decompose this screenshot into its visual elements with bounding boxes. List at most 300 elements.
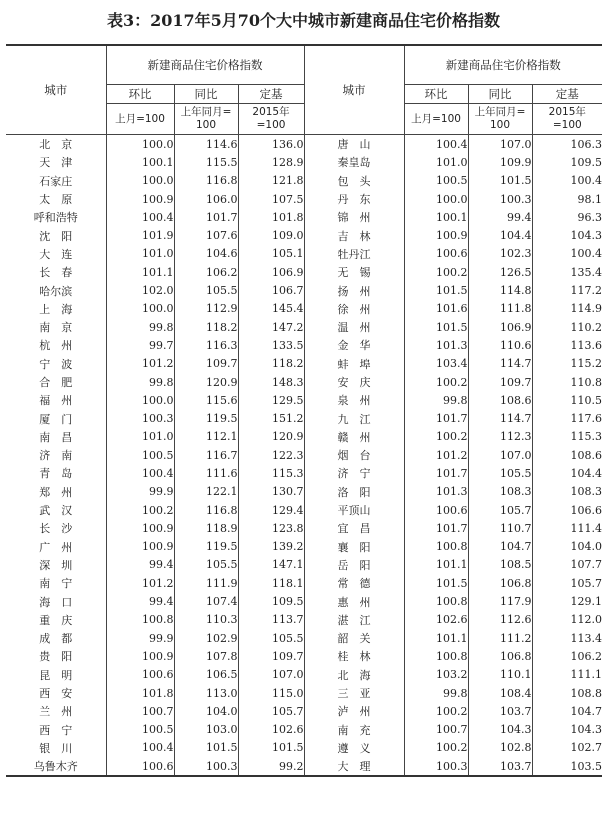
right-mom-cell: 100.2 bbox=[404, 428, 468, 446]
left-mom-cell: 100.5 bbox=[106, 721, 174, 739]
table-row bbox=[6, 190, 602, 208]
right-fixed-cell: 113.6 bbox=[532, 336, 602, 354]
left-city-cell: 呼和浩特 bbox=[33, 211, 78, 225]
right-mom-cell: 100.8 bbox=[404, 647, 468, 665]
right-city-cell: 三 亚 bbox=[304, 684, 404, 702]
left-mom-cell: 99.8 bbox=[106, 318, 174, 336]
left-yoy-cell: 102.9 bbox=[174, 629, 238, 647]
left-fixed-cell: 109.0 bbox=[238, 226, 304, 244]
left-mom-cell: 100.9 bbox=[106, 538, 174, 556]
right-city-cell: 泸 州 bbox=[304, 702, 404, 720]
right-yoy-cell: 105.7 bbox=[468, 501, 532, 519]
left-city-cell: 广 州 bbox=[39, 540, 73, 554]
left-city-cell: 乌鲁木齐 bbox=[6, 757, 106, 776]
right-yoy-cell: 106.8 bbox=[468, 647, 532, 665]
right-mom-cell: 101.5 bbox=[404, 281, 468, 299]
left-yoy-cell: 114.6 bbox=[174, 135, 238, 154]
right-yoy-cell: 106.8 bbox=[468, 574, 532, 592]
left-mom-cell: 101.8 bbox=[106, 684, 174, 702]
right-mom-cell: 100.4 bbox=[404, 135, 468, 154]
left-mom-cell: 100.0 bbox=[106, 135, 174, 154]
right-mom-cell: 100.5 bbox=[404, 172, 468, 190]
right-mom-cell: 101.3 bbox=[404, 336, 468, 354]
left-city-cell: 太 原 bbox=[39, 193, 73, 207]
left-fixed-cell: 129.4 bbox=[238, 501, 304, 519]
left-mom-cell: 100.0 bbox=[106, 172, 174, 190]
left-yoy-cell: 110.3 bbox=[174, 611, 238, 629]
right-yoy-header: 同比 bbox=[468, 85, 532, 104]
left-yoy-cell: 112.1 bbox=[174, 428, 238, 446]
left-fixed-cell: 99.2 bbox=[238, 757, 304, 776]
right-yoy-cell: 99.4 bbox=[468, 208, 532, 226]
left-mom-cell: 101.0 bbox=[106, 428, 174, 446]
left-fixed-cell: 129.5 bbox=[238, 391, 304, 409]
table-row bbox=[6, 684, 602, 702]
right-yoy-cell: 104.3 bbox=[468, 721, 532, 739]
right-fixed-cell: 105.7 bbox=[532, 574, 602, 592]
left-city-cell: 长 春 bbox=[39, 266, 73, 280]
right-mom-cell: 100.3 bbox=[404, 757, 468, 776]
right-city-cell: 唐 山 bbox=[304, 135, 404, 154]
table-row bbox=[6, 757, 602, 776]
left-fixed-cell: 105.7 bbox=[238, 702, 304, 720]
left-fixed-cell: 101.5 bbox=[238, 739, 304, 757]
left-yoy-cell: 109.7 bbox=[174, 355, 238, 373]
left-mom-cell: 100.1 bbox=[106, 153, 174, 171]
right-city-cell: 遵 义 bbox=[304, 739, 404, 757]
left-fixed-base bbox=[238, 104, 304, 135]
table-row bbox=[6, 702, 602, 720]
right-yoy-cell: 103.7 bbox=[468, 702, 532, 720]
right-yoy-cell: 126.5 bbox=[468, 263, 532, 281]
table-row bbox=[6, 373, 602, 391]
table-row bbox=[6, 355, 602, 373]
left-mom-cell: 100.3 bbox=[106, 409, 174, 427]
left-city-cell: 厦 门 bbox=[39, 412, 73, 426]
right-fixed-cell: 108.3 bbox=[532, 483, 602, 501]
left-yoy-cell: 107.8 bbox=[174, 647, 238, 665]
left-yoy-cell: 100.3 bbox=[174, 757, 238, 776]
right-city-cell: 常 德 bbox=[304, 574, 404, 592]
left-mom-cell: 99.4 bbox=[106, 556, 174, 574]
left-city-cell: 银 川 bbox=[39, 741, 73, 755]
table-row bbox=[6, 739, 602, 757]
left-city-cell: 贵 阳 bbox=[39, 650, 73, 664]
table-row bbox=[6, 153, 602, 171]
right-fixed-cell: 100.4 bbox=[532, 172, 602, 190]
left-yoy-cell: 113.0 bbox=[174, 684, 238, 702]
left-mom-cell: 100.4 bbox=[106, 739, 174, 757]
right-fixed-cell: 106.6 bbox=[532, 501, 602, 519]
right-mom-cell: 101.1 bbox=[404, 629, 468, 647]
right-city-cell: 北 海 bbox=[304, 666, 404, 684]
right-mom-cell: 100.8 bbox=[404, 538, 468, 556]
right-yoy-base-line1: 上年同月= bbox=[474, 106, 526, 118]
left-fixed-cell: 139.2 bbox=[238, 538, 304, 556]
left-yoy-cell: 103.0 bbox=[174, 721, 238, 739]
table-row bbox=[6, 409, 602, 427]
right-fixed-cell: 109.5 bbox=[532, 153, 602, 171]
left-city-cell: 西 安 bbox=[39, 687, 73, 701]
right-mom-cell: 101.0 bbox=[404, 153, 468, 171]
left-yoy-cell: 112.9 bbox=[174, 300, 238, 318]
left-mom-cell: 100.6 bbox=[106, 757, 174, 776]
left-fixed-cell: 128.9 bbox=[238, 153, 304, 171]
left-yoy-base bbox=[174, 104, 238, 135]
table-row bbox=[6, 519, 602, 537]
right-mom-cell: 101.6 bbox=[404, 300, 468, 318]
right-fixed-cell: 113.4 bbox=[532, 629, 602, 647]
right-mom-cell: 101.7 bbox=[404, 464, 468, 482]
table-row bbox=[6, 611, 602, 629]
left-yoy-cell: 107.4 bbox=[174, 592, 238, 610]
left-mom-cell: 101.9 bbox=[106, 226, 174, 244]
right-city-cell: 安 庆 bbox=[304, 373, 404, 391]
right-fixed-cell: 107.7 bbox=[532, 556, 602, 574]
right-fixed-cell: 104.4 bbox=[532, 464, 602, 482]
left-yoy-cell: 104.6 bbox=[174, 245, 238, 263]
left-yoy-cell: 120.9 bbox=[174, 373, 238, 391]
table-row bbox=[6, 464, 602, 482]
table-row bbox=[6, 538, 602, 556]
right-fixed-cell: 112.0 bbox=[532, 611, 602, 629]
left-mom-cell: 100.0 bbox=[106, 300, 174, 318]
left-fixed-cell: 109.5 bbox=[238, 592, 304, 610]
left-mom-cell: 101.2 bbox=[106, 355, 174, 373]
table-row bbox=[6, 172, 602, 190]
right-city-cell: 丹 东 bbox=[304, 190, 404, 208]
right-mom-cell: 101.3 bbox=[404, 483, 468, 501]
left-mom-cell: 100.4 bbox=[106, 464, 174, 482]
left-mom-header: 环比 bbox=[106, 85, 174, 104]
right-mom-cell: 100.6 bbox=[404, 501, 468, 519]
right-fixed-cell: 104.3 bbox=[532, 721, 602, 739]
table-row bbox=[6, 208, 602, 226]
right-yoy-cell: 112.3 bbox=[468, 428, 532, 446]
right-fixed-cell: 110.8 bbox=[532, 373, 602, 391]
right-city-cell: 烟 台 bbox=[304, 446, 404, 464]
left-yoy-cell: 106.2 bbox=[174, 263, 238, 281]
right-city-cell: 温 州 bbox=[304, 318, 404, 336]
right-city-cell: 蚌 埠 bbox=[304, 355, 404, 373]
left-yoy-cell: 115.6 bbox=[174, 391, 238, 409]
right-yoy-cell: 101.5 bbox=[468, 172, 532, 190]
left-yoy-cell: 107.6 bbox=[174, 226, 238, 244]
left-fixed-cell: 118.2 bbox=[238, 355, 304, 373]
table-row bbox=[6, 281, 602, 299]
left-mom-cell: 99.9 bbox=[106, 483, 174, 501]
right-city-cell: 牡丹江 bbox=[304, 245, 404, 263]
left-city-cell: 哈尔滨 bbox=[39, 284, 73, 298]
table-row bbox=[6, 300, 602, 318]
left-mom-cell: 99.9 bbox=[106, 629, 174, 647]
right-fixed-cell: 135.4 bbox=[532, 263, 602, 281]
left-mom-cell: 100.7 bbox=[106, 702, 174, 720]
left-fixed-cell: 130.7 bbox=[238, 483, 304, 501]
table-row bbox=[6, 647, 602, 665]
left-fixed-cell: 106.9 bbox=[238, 263, 304, 281]
right-fixed-cell: 115.3 bbox=[532, 428, 602, 446]
right-fixed-base bbox=[532, 104, 602, 135]
right-mom-cell: 100.2 bbox=[404, 373, 468, 391]
right-yoy-cell: 112.6 bbox=[468, 611, 532, 629]
left-fixed-cell: 107.0 bbox=[238, 666, 304, 684]
right-yoy-base bbox=[468, 104, 532, 135]
right-fixed-base-line2: =100 bbox=[552, 119, 582, 131]
right-city-cell: 宜 昌 bbox=[304, 519, 404, 537]
right-fixed-cell: 104.7 bbox=[532, 702, 602, 720]
price-index-table bbox=[6, 44, 602, 777]
left-city-cell: 上 海 bbox=[39, 302, 73, 316]
right-yoy-cell: 114.7 bbox=[468, 409, 532, 427]
left-mom-cell: 99.4 bbox=[106, 592, 174, 610]
table-row bbox=[6, 556, 602, 574]
left-fixed-cell: 105.5 bbox=[238, 629, 304, 647]
left-mom-cell: 100.9 bbox=[106, 647, 174, 665]
right-yoy-cell: 102.3 bbox=[468, 245, 532, 263]
left-yoy-cell: 106.5 bbox=[174, 666, 238, 684]
table-row bbox=[6, 318, 602, 336]
left-yoy-cell: 118.9 bbox=[174, 519, 238, 537]
right-city-cell: 徐 州 bbox=[304, 300, 404, 318]
right-group-header: 新建商品住宅价格指数 bbox=[404, 45, 602, 85]
left-yoy-cell: 118.2 bbox=[174, 318, 238, 336]
left-yoy-cell: 122.1 bbox=[174, 483, 238, 501]
left-yoy-cell: 119.5 bbox=[174, 409, 238, 427]
right-mom-cell: 99.8 bbox=[404, 391, 468, 409]
left-yoy-cell: 105.5 bbox=[174, 281, 238, 299]
left-yoy-header: 同比 bbox=[174, 85, 238, 104]
right-city-cell: 金 华 bbox=[304, 336, 404, 354]
right-city-header: 城市 bbox=[304, 45, 404, 135]
left-city-cell: 昆 明 bbox=[39, 668, 73, 682]
right-fixed-cell: 104.3 bbox=[532, 226, 602, 244]
table-row bbox=[6, 629, 602, 647]
left-yoy-cell: 116.8 bbox=[174, 172, 238, 190]
right-fixed-base-line1: 2015年 bbox=[548, 106, 586, 118]
right-mom-cell: 103.4 bbox=[404, 355, 468, 373]
right-yoy-base-line2: 100 bbox=[490, 119, 511, 131]
right-city-cell: 大 理 bbox=[304, 757, 404, 776]
left-city-cell: 福 州 bbox=[39, 394, 73, 408]
right-mom-cell: 100.0 bbox=[404, 190, 468, 208]
right-mom-cell: 101.5 bbox=[404, 574, 468, 592]
left-city-cell: 天 津 bbox=[39, 156, 73, 170]
right-yoy-cell: 102.8 bbox=[468, 739, 532, 757]
right-city-cell: 湛 江 bbox=[304, 611, 404, 629]
left-fixed-cell: 145.4 bbox=[238, 300, 304, 318]
left-yoy-cell: 116.8 bbox=[174, 501, 238, 519]
right-fixed-cell: 103.5 bbox=[532, 757, 602, 776]
right-mom-cell: 99.8 bbox=[404, 684, 468, 702]
left-mom-cell: 100.9 bbox=[106, 519, 174, 537]
right-fixed-cell: 100.4 bbox=[532, 245, 602, 263]
right-yoy-cell: 110.7 bbox=[468, 519, 532, 537]
right-fixed-header: 定基 bbox=[532, 85, 602, 104]
right-fixed-cell: 104.0 bbox=[532, 538, 602, 556]
right-yoy-cell: 100.3 bbox=[468, 190, 532, 208]
right-city-cell: 无 锡 bbox=[304, 263, 404, 281]
left-yoy-cell: 115.5 bbox=[174, 153, 238, 171]
table-row bbox=[6, 336, 602, 354]
left-city-cell: 深 圳 bbox=[39, 558, 73, 572]
left-fixed-cell: 147.1 bbox=[238, 556, 304, 574]
left-yoy-cell: 116.7 bbox=[174, 446, 238, 464]
table-row bbox=[6, 226, 602, 244]
left-fixed-cell: 109.7 bbox=[238, 647, 304, 665]
left-yoy-cell: 104.0 bbox=[174, 702, 238, 720]
right-city-cell: 惠 州 bbox=[304, 592, 404, 610]
left-city-cell: 石家庄 bbox=[39, 174, 73, 188]
right-fixed-cell: 115.2 bbox=[532, 355, 602, 373]
right-fixed-cell: 110.5 bbox=[532, 391, 602, 409]
left-fixed-cell: 107.5 bbox=[238, 190, 304, 208]
right-mom-cell: 100.2 bbox=[404, 702, 468, 720]
left-mom-cell: 100.4 bbox=[106, 208, 174, 226]
right-yoy-cell: 111.2 bbox=[468, 629, 532, 647]
right-mom-cell: 101.7 bbox=[404, 409, 468, 427]
right-mom-cell: 100.2 bbox=[404, 263, 468, 281]
right-fixed-cell: 117.2 bbox=[532, 281, 602, 299]
right-yoy-cell: 114.7 bbox=[468, 355, 532, 373]
right-city-cell: 泉 州 bbox=[304, 391, 404, 409]
left-city-cell: 南 京 bbox=[39, 321, 73, 335]
header-row-1 bbox=[6, 45, 602, 85]
left-yoy-cell: 101.5 bbox=[174, 739, 238, 757]
left-city-cell: 大 连 bbox=[39, 247, 73, 261]
left-mom-cell: 100.6 bbox=[106, 666, 174, 684]
left-fixed-cell: 147.2 bbox=[238, 318, 304, 336]
right-yoy-cell: 111.8 bbox=[468, 300, 532, 318]
left-yoy-base-line2: 100 bbox=[195, 119, 217, 131]
left-city-header: 城市 bbox=[6, 45, 106, 135]
right-yoy-cell: 108.5 bbox=[468, 556, 532, 574]
right-yoy-cell: 108.3 bbox=[468, 483, 532, 501]
left-city-cell: 沈 阳 bbox=[39, 229, 73, 243]
right-yoy-cell: 117.9 bbox=[468, 592, 532, 610]
left-city-cell: 武 汉 bbox=[39, 504, 73, 518]
left-fixed-cell: 113.7 bbox=[238, 611, 304, 629]
right-city-cell: 九 江 bbox=[304, 409, 404, 427]
left-city-cell: 成 都 bbox=[39, 632, 73, 646]
left-mom-cell: 100.2 bbox=[106, 501, 174, 519]
right-city-cell: 韶 关 bbox=[304, 629, 404, 647]
right-fixed-cell: 106.3 bbox=[532, 135, 602, 154]
right-city-cell: 吉 林 bbox=[304, 226, 404, 244]
left-mom-cell: 99.7 bbox=[106, 336, 174, 354]
left-yoy-cell: 105.5 bbox=[174, 556, 238, 574]
right-mom-cell: 100.7 bbox=[404, 721, 468, 739]
right-city-cell: 襄 阳 bbox=[304, 538, 404, 556]
left-mom-cell: 101.1 bbox=[106, 263, 174, 281]
left-fixed-cell: 148.3 bbox=[238, 373, 304, 391]
left-city-cell: 海 口 bbox=[39, 595, 73, 609]
left-city-cell: 济 南 bbox=[39, 449, 73, 463]
left-yoy-cell: 116.3 bbox=[174, 336, 238, 354]
left-mom-cell: 101.2 bbox=[106, 574, 174, 592]
table-row bbox=[6, 245, 602, 263]
table-title: 表3：2017年5月70个大中城市新建商品住宅价格指数 bbox=[106, 11, 501, 30]
table-row bbox=[6, 574, 602, 592]
right-fixed-cell: 106.2 bbox=[532, 647, 602, 665]
right-city-cell: 平顶山 bbox=[304, 501, 404, 519]
right-yoy-cell: 104.4 bbox=[468, 226, 532, 244]
left-city-cell: 宁 波 bbox=[39, 357, 73, 371]
right-fixed-cell: 129.1 bbox=[532, 592, 602, 610]
right-mom-header: 环比 bbox=[404, 85, 468, 104]
table-row bbox=[6, 135, 602, 154]
right-yoy-cell: 103.7 bbox=[468, 757, 532, 776]
left-city-cell: 兰 州 bbox=[39, 705, 73, 719]
left-yoy-cell: 111.9 bbox=[174, 574, 238, 592]
left-city-cell: 长 沙 bbox=[39, 522, 73, 536]
right-mom-cell: 102.6 bbox=[404, 611, 468, 629]
left-mom-base: 上月=100 bbox=[106, 104, 174, 135]
right-mom-cell: 100.9 bbox=[404, 226, 468, 244]
right-fixed-cell: 111.4 bbox=[532, 519, 602, 537]
left-fixed-cell: 115.0 bbox=[238, 684, 304, 702]
right-yoy-cell: 106.9 bbox=[468, 318, 532, 336]
left-fixed-cell: 105.1 bbox=[238, 245, 304, 263]
left-mom-cell: 99.8 bbox=[106, 373, 174, 391]
right-fixed-cell: 114.9 bbox=[532, 300, 602, 318]
right-city-cell: 锦 州 bbox=[304, 208, 404, 226]
right-mom-cell: 100.6 bbox=[404, 245, 468, 263]
left-city-cell: 郑 州 bbox=[39, 485, 73, 499]
right-yoy-cell: 109.7 bbox=[468, 373, 532, 391]
right-mom-cell: 101.1 bbox=[404, 556, 468, 574]
right-fixed-cell: 117.6 bbox=[532, 409, 602, 427]
right-fixed-cell: 108.8 bbox=[532, 684, 602, 702]
right-yoy-cell: 110.6 bbox=[468, 336, 532, 354]
right-yoy-cell: 109.9 bbox=[468, 153, 532, 171]
right-city-cell: 洛 阳 bbox=[304, 483, 404, 501]
left-mom-cell: 101.0 bbox=[106, 245, 174, 263]
left-fixed-cell: 106.7 bbox=[238, 281, 304, 299]
left-fixed-cell: 120.9 bbox=[238, 428, 304, 446]
right-city-cell: 秦皇岛 bbox=[304, 153, 404, 171]
right-yoy-cell: 107.0 bbox=[468, 135, 532, 154]
right-fixed-cell: 96.3 bbox=[532, 208, 602, 226]
left-yoy-cell: 119.5 bbox=[174, 538, 238, 556]
left-fixed-cell: 118.1 bbox=[238, 574, 304, 592]
left-fixed-base-line1: 2015年 bbox=[252, 106, 290, 118]
left-fixed-cell: 122.3 bbox=[238, 446, 304, 464]
table-row bbox=[6, 263, 602, 281]
table-row bbox=[6, 721, 602, 739]
right-yoy-cell: 107.0 bbox=[468, 446, 532, 464]
table-row bbox=[6, 391, 602, 409]
right-fixed-cell: 111.1 bbox=[532, 666, 602, 684]
left-fixed-cell: 121.8 bbox=[238, 172, 304, 190]
right-fixed-cell: 108.6 bbox=[532, 446, 602, 464]
left-fixed-cell: 102.6 bbox=[238, 721, 304, 739]
right-mom-cell: 100.1 bbox=[404, 208, 468, 226]
table-row bbox=[6, 666, 602, 684]
left-fixed-cell: 133.5 bbox=[238, 336, 304, 354]
right-yoy-cell: 110.1 bbox=[468, 666, 532, 684]
right-yoy-cell: 108.6 bbox=[468, 391, 532, 409]
right-city-cell: 赣 州 bbox=[304, 428, 404, 446]
left-city-cell: 西 宁 bbox=[39, 723, 73, 737]
left-fixed-cell: 136.0 bbox=[238, 135, 304, 154]
right-city-cell: 济 宁 bbox=[304, 464, 404, 482]
right-city-cell: 包 头 bbox=[304, 172, 404, 190]
right-yoy-cell: 104.7 bbox=[468, 538, 532, 556]
right-fixed-cell: 110.2 bbox=[532, 318, 602, 336]
right-mom-cell: 101.2 bbox=[404, 446, 468, 464]
table-row bbox=[6, 592, 602, 610]
